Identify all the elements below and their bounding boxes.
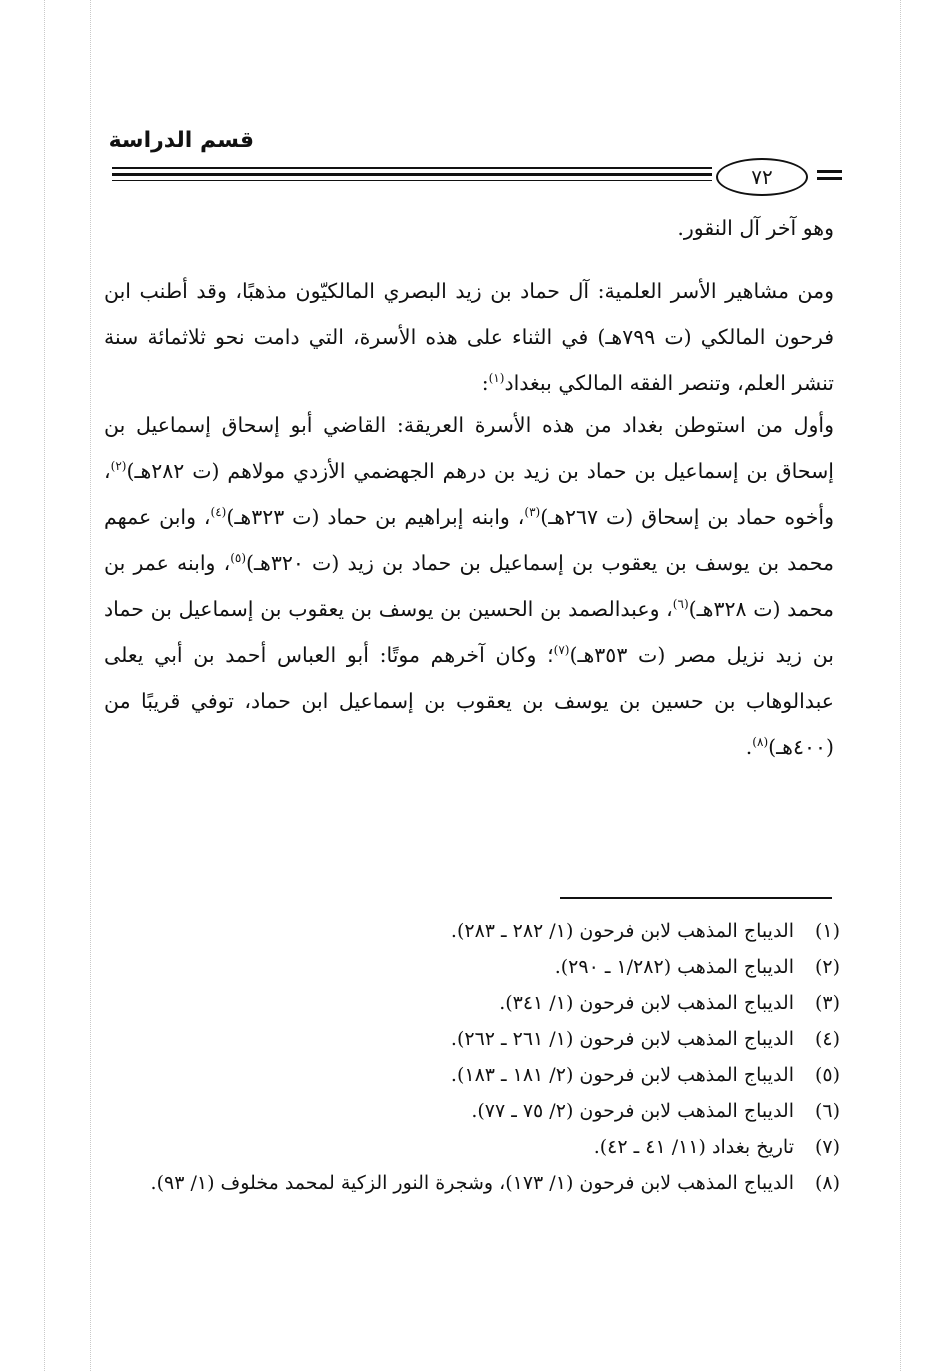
footnote-item xyxy=(100,913,840,949)
footnote-ref[interactable]: (٦) xyxy=(672,597,689,612)
footnote-item xyxy=(100,1093,840,1129)
paragraph-3 xyxy=(104,402,834,770)
footnote-ref[interactable]: (٨) xyxy=(752,735,769,750)
footnote-text: الديباج المذهب لابن فرحون (١/ ٢٦١ ـ ٢٦٢). xyxy=(450,1028,794,1050)
paragraph-text-run: ومن مشاهير الأسر العلمية: آل حماد بن زيد البصري المالكيّون مذهبًا، وقد أطنب ابن فرحون المالكي (ت ٧٩٩هـ) في الثناء على هذه الأسرة، التي دامت نحو ثلاثمائة سنة تنشر العلم، وتنصر الفقه المالكي ببغداد xyxy=(104,279,835,395)
footnote-number: (٣) xyxy=(814,992,840,1014)
footnote-text: الديباج المذهب (١/٢٨٢ ـ ٢٩٠). xyxy=(554,956,794,978)
header-rule xyxy=(112,173,712,176)
footnote-separator xyxy=(560,897,832,899)
header-rule xyxy=(817,170,842,173)
paragraph-text-run: ، وابنه إبراهيم بن حماد (ت ٣٢٣هـ) xyxy=(226,505,525,529)
footnote-number: (٧) xyxy=(814,1136,840,1158)
header-rule xyxy=(112,167,712,169)
footnote-text: تاريخ بغداد (١١/ ٤١ ـ ٤٢). xyxy=(593,1136,794,1158)
footnote-number: (٥) xyxy=(814,1064,840,1086)
footnote-ref[interactable]: (٥) xyxy=(230,551,247,566)
footnote-ref[interactable]: (٧) xyxy=(553,643,570,658)
page-number-badge xyxy=(716,158,808,196)
footnote-ref[interactable]: (٢) xyxy=(110,459,127,474)
footnote-item xyxy=(100,985,840,1021)
paragraph-text: وهو آخر آل النقور. xyxy=(677,216,834,240)
footnote-item xyxy=(100,1021,840,1057)
paragraph-2 xyxy=(104,268,834,406)
footnote-text: الديباج المذهب لابن فرحون (٢/ ١٨١ ـ ١٨٣). xyxy=(450,1064,794,1086)
footnote-number: (١) xyxy=(814,920,840,942)
header-rule xyxy=(817,177,842,180)
footnote-ref[interactable]: (١) xyxy=(488,371,505,386)
paragraph-text xyxy=(104,268,834,406)
paragraph-text-run: . xyxy=(745,735,753,759)
footnote-text: الديباج المذهب لابن فرحون (١/ ٢٨٢ ـ ٢٨٣). xyxy=(450,920,794,942)
footnote-number: (٦) xyxy=(814,1100,840,1122)
scan-guide-line xyxy=(90,0,91,1371)
paragraph-text-run: ، وأخوه حماد بن إسحاق (ت ٢٦٧هـ) xyxy=(104,459,835,529)
scan-guide-line xyxy=(900,0,901,1371)
footnote-number: (٢) xyxy=(814,956,840,978)
footnote-ref[interactable]: (٣) xyxy=(524,505,541,520)
footnote-ref[interactable]: (٤) xyxy=(210,505,227,520)
footnote-text: الديباج المذهب لابن فرحون (١/ ٣٤١). xyxy=(499,992,794,1014)
footnote-text: الديباج المذهب لابن فرحون (٢/ ٧٥ ـ ٧٧). xyxy=(471,1100,794,1122)
footnote-number: (٨) xyxy=(814,1172,840,1194)
paragraph-text-run: ، وابن عمهم محمد بن يوسف بن يعقوب بن إسماعيل بن حماد بن زيد (ت ٣٢٠هـ) xyxy=(104,505,834,575)
scan-guide-line xyxy=(44,0,45,1371)
footnote-item xyxy=(100,1165,840,1201)
section-title: قسم الدراسة xyxy=(108,128,254,153)
paragraph-text xyxy=(104,402,834,770)
footnote-item xyxy=(100,1057,840,1093)
paragraph-1 xyxy=(104,205,834,251)
paragraph-text-run: ؛ وكان آخرهم موتًا: أبو العباس أحمد بن أبي يعلى عبدالوهاب بن حسين بن يوسف بن يعقوب بن إسماعيل ابن حماد، توفي قريبًا من (٤٠٠هـ) xyxy=(104,643,834,759)
footnotes-list xyxy=(100,913,840,1201)
paragraph-text-run: : xyxy=(481,371,489,395)
paragraph-text-run: ، وابنه عمر بن محمد (ت ٣٢٨هـ) xyxy=(104,551,835,621)
page-number: ٧٢ xyxy=(751,165,773,189)
footnote-item xyxy=(100,949,840,985)
paragraph-text-run: وأول من استوطن بغداد من هذه الأسرة العريقة: القاضي أبو إسحاق إسماعيل بن إسحاق بن إسماعيل بن حماد بن زيد بن درهم الجهضمي الأزدي مولاهم (ت ٢٨٢هـ) xyxy=(104,413,834,483)
footnote-number: (٤) xyxy=(814,1028,840,1050)
footnote-text: الديباج المذهب لابن فرحون (١/ ١٧٣)، وشجرة النور الزكية لمحمد مخلوف (١/ ٩٣). xyxy=(150,1172,794,1194)
header-rule xyxy=(112,180,712,181)
footnote-item xyxy=(100,1129,840,1165)
paragraph-text-run: ، وعبدالصمد بن الحسين بن يوسف بن يعقوب بن إسماعيل بن حماد بن زيد نزيل مصر (ت ٣٥٣هـ) xyxy=(104,597,835,667)
